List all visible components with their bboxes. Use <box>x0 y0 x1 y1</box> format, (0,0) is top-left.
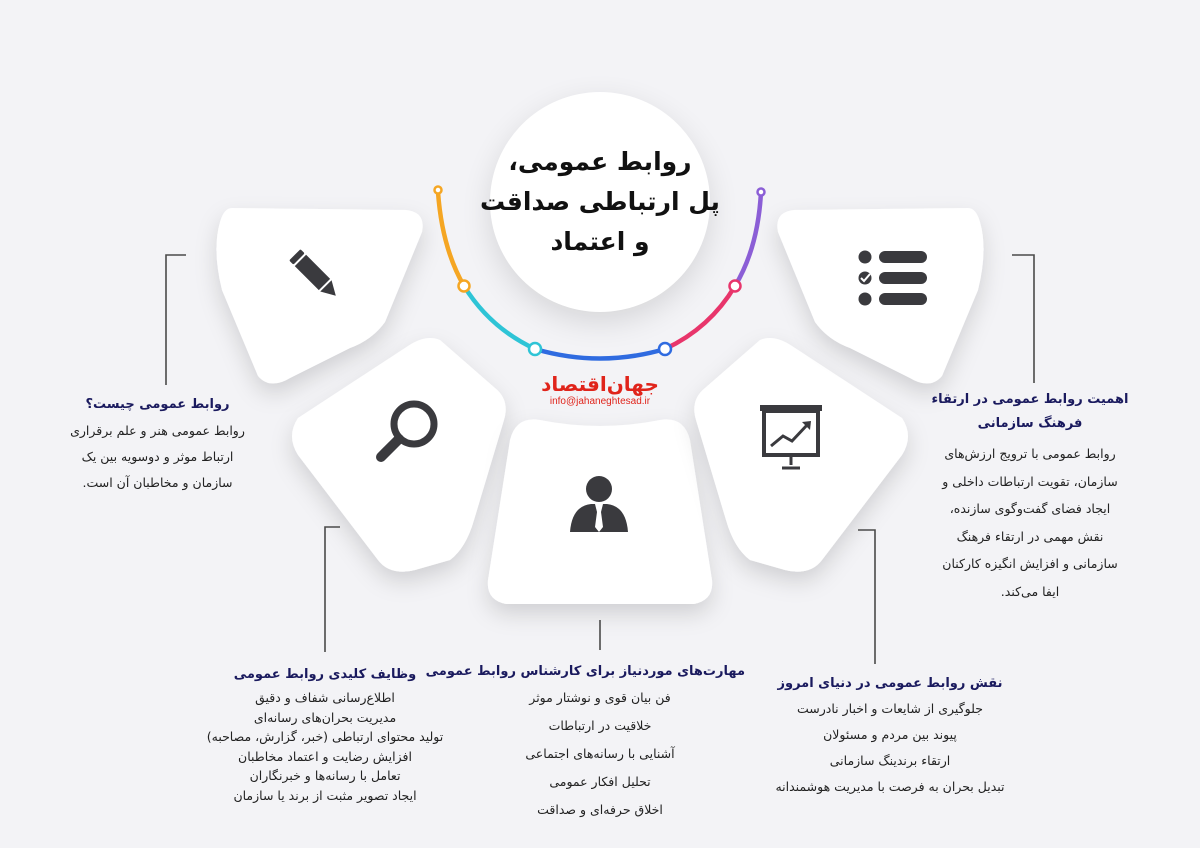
title-circle <box>480 92 720 312</box>
title-line-3: و اعتماد <box>550 227 650 256</box>
title-line-1: روابط عمومی، <box>508 147 692 176</box>
section-today-role <box>740 672 1040 800</box>
duties-heading: وظایف کلیدی روابط عمومی <box>233 667 417 682</box>
duties-line: تعامل با رسانه‌ها و خبرنگاران <box>249 768 401 783</box>
importance-line: روابط عمومی با ترویج ارزش‌های <box>944 446 1116 461</box>
what-is-line: روابط عمومی هنر و علم برقراری <box>70 423 245 438</box>
connector-what-is <box>166 255 186 385</box>
arc-pink <box>665 286 735 349</box>
arc-dot <box>529 343 541 355</box>
arc-purple <box>735 192 761 286</box>
today-role-heading: نقش روابط عمومی در دنیای امروز <box>777 676 1003 691</box>
brand-logo: جهان‌اقتصاد <box>541 372 659 396</box>
arc-dot <box>659 343 671 355</box>
brand-email: info@jahaneghtesad.ir <box>549 396 651 407</box>
importance-heading-line: اهمیت روابط عمومی در ارتقاء <box>931 392 1129 407</box>
arc-dot <box>435 187 442 194</box>
duties-line: افزایش رضایت و اعتماد مخاطبان <box>238 748 412 764</box>
section-what-is <box>40 392 275 496</box>
importance-line: نقش مهمی در ارتقاء فرهنگ <box>956 528 1104 544</box>
arc-dot <box>459 281 470 292</box>
section-importance-heading <box>930 388 1130 436</box>
section-importance-body <box>905 440 1155 605</box>
duties-line: تولید محتوای ارتباطی (خبر، گزارش، مصاحبه) <box>206 729 444 744</box>
brand <box>520 372 680 407</box>
connector-duties <box>325 527 340 652</box>
today-role-line: ارتقاء برندینگ سازمانی <box>829 753 951 768</box>
skills-heading: مهارت‌های موردنیاز برای کارشناس روابط عمومی <box>425 664 745 679</box>
title-line-2: پل ارتباطی صداقت <box>480 187 720 216</box>
checklist-icon <box>859 251 928 306</box>
today-role-line: تبدیل بحران به فرصت با مدیریت هوشمندانه <box>775 779 1005 794</box>
duties-line: مدیریت بحران‌های رسانه‌ای <box>253 709 397 725</box>
section-skills <box>425 660 745 824</box>
skills-line: آشنایی با رسانه‌های اجتماعی <box>525 746 675 761</box>
importance-line: سازمان، تقویت ارتباطات داخلی و <box>942 473 1118 489</box>
duties-line: اطلاع‌رسانی شفاف و دقیق <box>255 690 395 705</box>
skills-line: تحلیل افکار عمومی <box>549 774 651 789</box>
duties-line: ایجاد تصویر مثبت از برند یا سازمان <box>233 787 417 803</box>
connector-importance <box>1012 255 1034 383</box>
importance-line: ایفا می‌کند. <box>1000 583 1060 599</box>
connector-role <box>858 530 875 664</box>
arc-blue <box>535 349 665 359</box>
importance-heading-line: فرهنگ سازمانی <box>977 416 1083 431</box>
arc-dot <box>758 189 765 196</box>
what-is-line: ارتباط موثر و دوسویه بین یک <box>81 449 234 464</box>
importance-line: ایجاد فضای گفت‌وگوی سازنده، <box>949 501 1111 516</box>
skills-line: خلاقیت در ارتباطات <box>548 718 652 733</box>
arc-orange <box>438 192 464 286</box>
today-role-line: پیوند بین مردم و مسئولان <box>823 727 957 742</box>
skills-line: فن بیان قوی و نوشتار موثر <box>529 690 671 705</box>
arc-cyan <box>464 286 535 349</box>
what-is-heading: روابط عمومی چیست؟ <box>85 397 230 412</box>
arc-dot <box>730 281 741 292</box>
card-search <box>292 338 506 572</box>
what-is-line: سازمان و مخاطبان آن است. <box>82 475 233 490</box>
skills-line: اخلاق حرفه‌ای و صداقت <box>537 802 663 817</box>
importance-line: سازمانی و افزایش انگیزه کارکنان <box>942 556 1118 571</box>
today-role-line: جلوگیری از شایعات و اخبار نادرست <box>797 701 983 716</box>
